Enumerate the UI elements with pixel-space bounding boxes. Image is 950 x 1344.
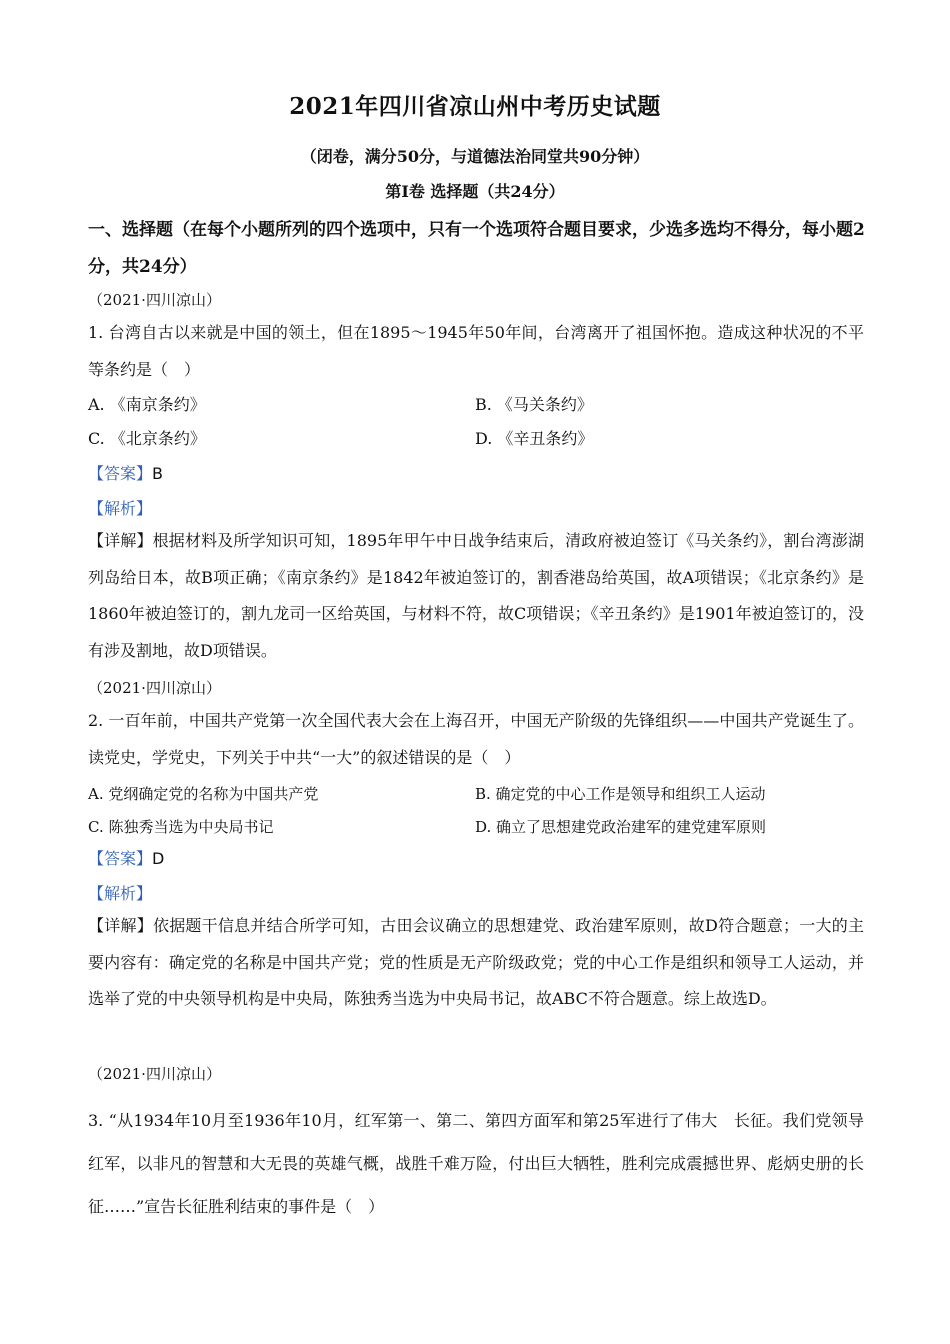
- detail-label: 【详解】: [88, 916, 153, 935]
- answer-label: 【答案】: [88, 849, 153, 868]
- answer-label: 【答案】: [88, 464, 153, 483]
- section-heading: 一、选择题（在每个小题所列的四个选项中，只有一个选项符合题目要求，少选多选均不得分，每小题2分，共24分）: [88, 220, 865, 277]
- question-2-stem: 2. 一百年前，中国共产党第一次全国代表大会在上海召开，中国无产阶级的先锋组织——中国共产党诞生了。读党史，学党史，下列关于中共“一大”的叙述错误的是（ ）: [88, 711, 864, 767]
- question-2-detail: [88, 908, 864, 1018]
- question-1-answer: [88, 462, 866, 486]
- answer-value: B: [152, 464, 163, 483]
- volume-heading: 第Ⅰ卷 选择题（共24分）: [385, 182, 565, 201]
- exam-note: （闭卷，满分50分，与道德法治同堂共90分钟）: [300, 147, 650, 166]
- question-1-stem: 1. 台湾自古以来就是中国的领土，但在1895～1945年50年间，台湾离开了祖国怀抱。造成这种状况的不平等条约是（ ）: [88, 323, 864, 379]
- question-2-source: （2021·四川凉山）: [88, 679, 221, 697]
- question-2-option-a: A. 党纲确定党的名称为中国共产党: [88, 785, 319, 803]
- question-1-option-b: B. 《马关条约》: [475, 395, 593, 414]
- question-1-detail: [88, 523, 864, 669]
- detail-label: 【详解】: [88, 531, 153, 550]
- question-2-option-d: D. 确立了思想建党政治建军的建党建军原则: [475, 818, 767, 836]
- detail-text: 根据材料及所学知识可知，1895年甲午中日战争结束后，清政府被迫签订《马关条约》，割台湾澎湖列岛给日本，故B项正确；《南京条约》是1842年被迫签订的，割香港岛给英国，故A项错误；《北京条约》是1860年被迫签订的，割九龙司一区给英国，与材料不符，故C项错误；《辛丑条约》是1901年被迫签订的，没有涉及割地，故D项错误。: [88, 531, 864, 660]
- question-2-option-c: C. 陈独秀当选为中央局书记: [88, 818, 274, 836]
- page-title: 2021年四川省凉山州中考历史试题: [289, 93, 661, 120]
- question-2-option-b: B. 确定党的中心工作是领导和组织工人运动: [475, 785, 766, 803]
- question-1-option-d: D. 《辛丑条约》: [475, 429, 594, 448]
- answer-value: D: [152, 849, 165, 868]
- question-1-option-a: A. 《南京条约》: [88, 395, 206, 414]
- detail-text: 依据题干信息并结合所学可知，古田会议确立的思想建党、政治建军原则，故D符合题意；一大的主要内容有：确定党的名称是中国共产党；党的性质是无产阶级政党；党的中心工作是组织和领导工人运动，并选举了党的中央领导机构是中央局，陈独秀当选为中央局书记，故ABC不符合题意。综上故选D。: [88, 916, 864, 1008]
- question-1-option-c: C. 《北京条约》: [88, 429, 206, 448]
- question-1-analysis-label: 【解析】: [88, 499, 153, 518]
- question-2-answer: [88, 847, 866, 871]
- question-3-source: （2021·四川凉山）: [88, 1065, 221, 1083]
- question-2-analysis-label: 【解析】: [88, 884, 153, 903]
- question-1-source: （2021·四川凉山）: [88, 291, 221, 309]
- question-3-stem: 3. “从1934年10月至1936年10月，红军第一、第二、第四方面军和第25军进行了伟大 长征。我们党领导红军，以非凡的智慧和大无畏的英雄气概，战胜千难万险，付出巨大牺牲，胜利完成震撼世界、彪炳史册的长征……”宣告长征胜利结束的事件是（ ）: [88, 1111, 864, 1216]
